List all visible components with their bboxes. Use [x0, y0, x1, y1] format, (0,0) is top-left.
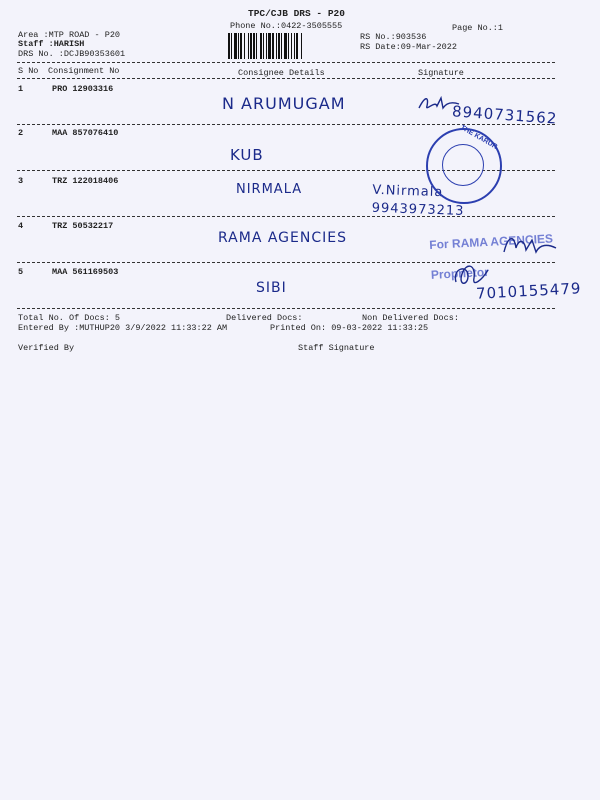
column-header-sno: S No — [18, 66, 39, 76]
barcode-bar — [248, 33, 249, 59]
barcode-bar — [263, 33, 264, 59]
barcode-bar — [260, 33, 262, 59]
signature-phone: 7010155479 — [475, 279, 582, 303]
verified-by: Verified By — [18, 343, 75, 353]
row-sno: 1 — [18, 84, 24, 94]
barcode-bar — [296, 33, 298, 59]
signature-name-phone: V.Nirmala 9943973213 — [371, 182, 465, 219]
column-header-consignment: Consignment No — [48, 66, 120, 76]
barcode-bar — [266, 33, 267, 59]
handwritten-signature — [500, 230, 560, 260]
barcode-bar — [250, 33, 252, 59]
row-sno: 5 — [18, 267, 24, 277]
staff-signature: Staff Signature — [298, 343, 375, 353]
row-consignee: KUB — [230, 146, 264, 164]
row-consignee: RAMA AGENCIES — [218, 230, 347, 246]
barcode-bar — [294, 33, 295, 59]
barcode-bar — [238, 33, 239, 59]
drs-number: DRS No. :DCJB90353601 — [18, 49, 126, 59]
row-sno: 2 — [18, 128, 24, 138]
row-consignment: MAA 561169503 — [52, 267, 119, 277]
barcode-bar — [268, 33, 271, 59]
page-title: TPC/CJB DRS - P20 — [248, 8, 345, 19]
barcode-bar — [278, 33, 280, 59]
column-header-consignee: Consignee Details — [238, 68, 325, 78]
row-sno: 3 — [18, 176, 24, 186]
barcode-bar — [256, 33, 257, 59]
row-consignee: N ARUMUGAM — [222, 94, 346, 113]
barcode-bar — [231, 33, 232, 59]
barcode-bar — [281, 33, 282, 59]
row-sno: 4 — [18, 221, 24, 231]
barcode-bar — [291, 33, 292, 59]
rama-agencies-stamp: For RAMA AGENCIES Proprietor — [428, 231, 554, 282]
barcode — [228, 33, 350, 59]
barcode-bar — [253, 33, 255, 59]
row-consignee: NIRMALA — [236, 182, 303, 197]
divider — [17, 308, 555, 309]
delivered-docs: Delivered Docs: — [226, 313, 303, 323]
barcode-bar — [228, 33, 230, 59]
barcode-bar — [301, 33, 302, 59]
entered-by: Entered By :MUTHUP20 3/9/2022 11:33:22 AM — [18, 323, 228, 333]
column-header-signature: Signature — [418, 68, 464, 78]
staff-label: Staff :HARISH — [18, 39, 85, 49]
barcode-bar — [288, 33, 289, 59]
divider — [17, 124, 555, 125]
barcode-bar — [276, 33, 277, 59]
divider — [17, 78, 555, 79]
area-label: Area :MTP ROAD - P20 — [18, 30, 121, 40]
row-consignment: PRO 12903316 — [52, 84, 114, 94]
company-seal — [426, 124, 502, 204]
printed-on: Printed On: 09-03-2022 11:33:25 — [270, 323, 429, 333]
rs-number: RS No.:903536 — [360, 32, 427, 42]
barcode-bar — [244, 33, 245, 59]
row-consignment: MAA 857076410 — [52, 128, 119, 138]
barcode-bar — [284, 33, 287, 59]
rs-date: RS Date:09-Mar-2022 — [360, 42, 457, 52]
barcode-bar — [240, 33, 242, 59]
divider — [17, 62, 555, 63]
signature-phone: 8940731562 — [451, 102, 558, 128]
row-consignment: TRZ 122018406 — [52, 176, 119, 186]
non-delivered-docs: Non Delivered Docs: — [362, 313, 459, 323]
barcode-bar — [234, 33, 237, 59]
barcode-bar — [272, 33, 274, 59]
page-number: Page No.:1 — [452, 23, 504, 33]
seal-text: THE KARUR — [459, 124, 499, 151]
phone-number: Phone No.:0422-3505555 — [230, 21, 343, 31]
total-docs: Total No. Of Docs: 5 — [18, 313, 121, 323]
divider — [17, 216, 555, 217]
row-consignee: SIBI — [256, 280, 287, 296]
row-consignment: TRZ 50532217 — [52, 221, 114, 231]
